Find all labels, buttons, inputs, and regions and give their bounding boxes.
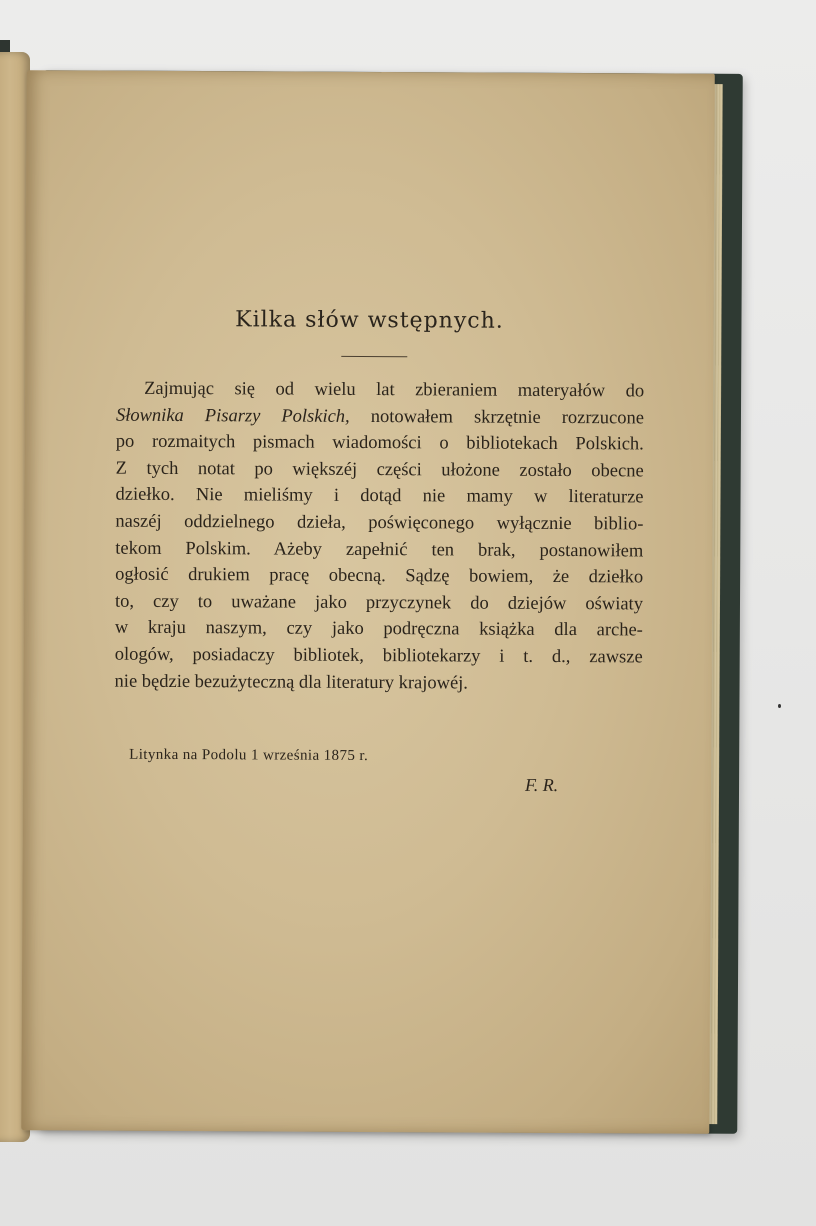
- paragraph-line: naszéj oddzielnego dzieła, poświęconego wyłącznie biblio-: [115, 511, 644, 535]
- paragraph-line: po rozmaitych pismach wiadomości o bibliotekach Polskich.: [115, 431, 644, 455]
- book-page: [21, 70, 715, 1134]
- heading-rule: [341, 356, 407, 357]
- preface-paragraph: [115, 376, 645, 698]
- paragraph-line: to, czy to uważane jako przyczynek do dziejów oświaty: [114, 591, 644, 615]
- book-title-italic: Słownika Pisarzy Polskich,: [115, 405, 350, 427]
- author-signature: F. R.: [524, 774, 559, 795]
- paragraph-line: Z tych notat po większéj części ułożone zostało obecne: [115, 458, 644, 482]
- dust-speck: [778, 704, 781, 708]
- paragraph-line: ogłosić drukiem pracę obecną. Sądzę bowiem, że dziełko: [115, 564, 644, 588]
- paragraph-line: dziełko. Nie mieliśmy i dotąd nie mamy w literaturze: [115, 485, 644, 508]
- paragraph-line: Zajmując się od wielu lat zbieraniem materyałów do: [144, 378, 645, 402]
- paragraph-line: Słownika Pisarzy Polskich, notowałem skrzętnie rozrzucone: [115, 405, 645, 429]
- paragraph-line: ologów, posiadaczy bibliotek, bibliotekarzy i t. d., zawsze: [114, 644, 643, 668]
- page-heading: Kilka słów wstępnych.: [235, 307, 504, 334]
- paragraph-line: tekom Polskim. Ażeby zapełnić ten brak, postanowiłem: [115, 538, 644, 562]
- place-and-date: Litynka na Podolu 1 września 1875 r.: [129, 746, 369, 765]
- paragraph-line: nie będzie bezużyteczną dla literatury krajowéj.: [114, 671, 469, 694]
- paragraph-line: w kraju naszym, czy jako podręczna książka dla arche-: [114, 618, 643, 641]
